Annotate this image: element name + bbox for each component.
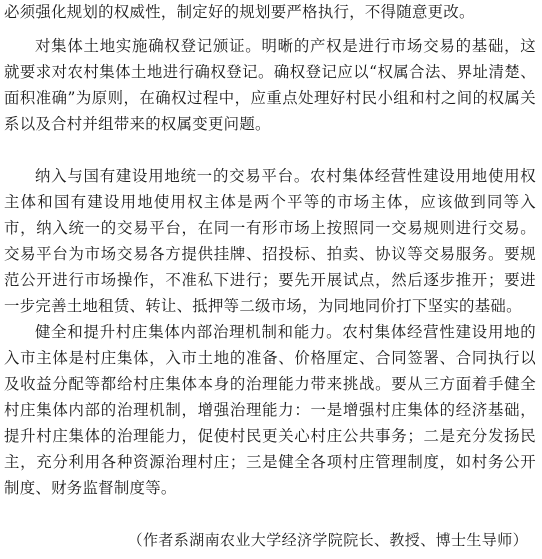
paragraph-unified-trading-platform: 纳入与国有建设用地统一的交易平台。农村集体经营性建设用地使用权主体和国有建设用地使用权主体是两个平等的市场主体，应该做到同等入市，纳入统一的交易平台，在同一有形市场上按照同一交易规则进行交易。交易平台为市场交易各方提供挂牌、招投标、拍卖、协议等交易服务。要规范公开进行市场操作，不准私下进行；要先开展试点，然后逐步推开；要进一步完善土地租赁、转让、抵押等二级市场，为同地同价打下坚实的基础。 [4, 167, 536, 315]
author-byline: （作者系湖南农业大学经济学院院长、教授、博士生导师） [127, 531, 528, 549]
paragraph-land-rights-registration: 对集体土地实施确权登记颁证。明晰的产权是进行市场交易的基础，这就要求对农村集体土地进行确权登记。确权登记应以“权属合法、界址清楚、面积准确”为原则，在确权过程中，应重点处理好村民小组和村之间的权属关系以及合村并组带来的权属变更问题。 [4, 37, 536, 133]
paragraph-planning-authority: 必须强化规划的权威性，制定好的规划要严格执行，不得随意更改。 [4, 3, 475, 21]
paragraph-village-governance: 健全和提升村庄集体内部治理机制和能力。农村集体经营性建设用地的入市主体是村庄集体，入市土地的准备、价格厘定、合同签署、合同执行以及收益分配等都给村庄集体本身的治理能力带来挑战。要从三方面着手健全村庄集体内部的治理机制，增强治理能力：一是增强村庄集体的经济基础，提升村庄集体的治理能力，促使村民更关心村庄公共事务；二是充分发扬民主，充分利用各种资源治理村庄；三是健全各项村庄管理制度，如村务公开制度、财务监督制度等。 [4, 323, 536, 497]
